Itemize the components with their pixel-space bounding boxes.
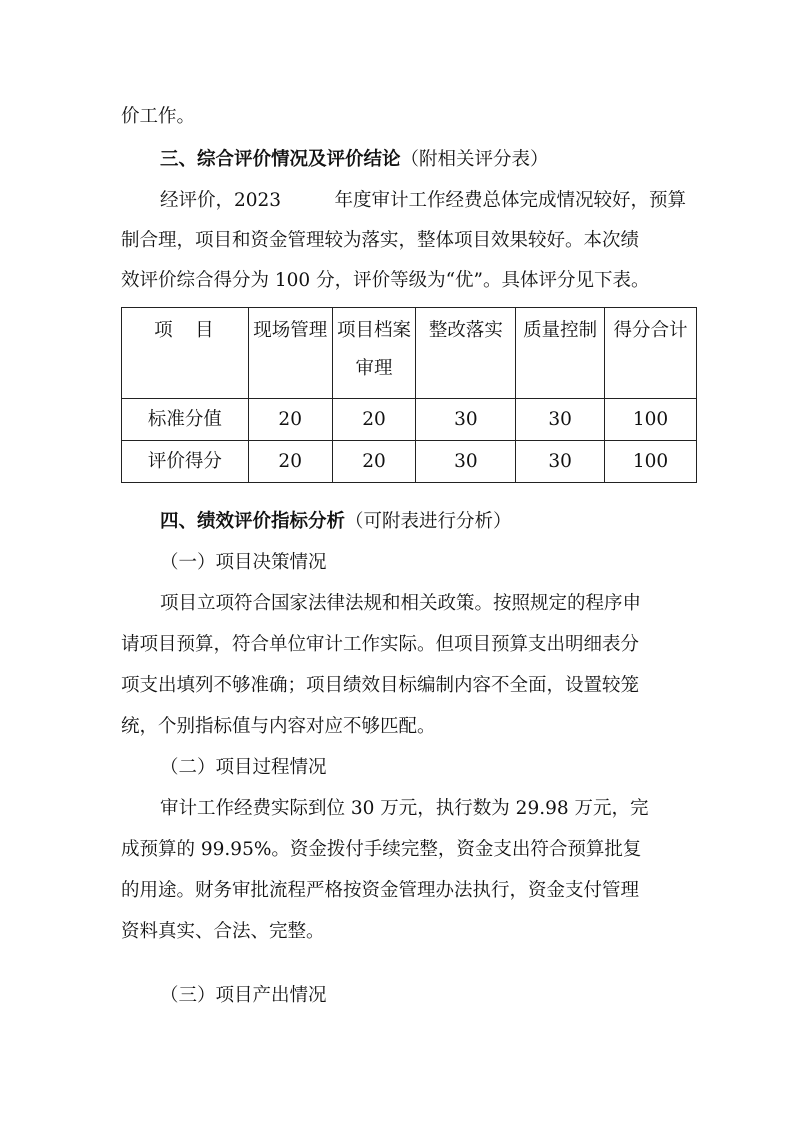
text-line: 价工作。 (121, 106, 196, 127)
table-cell: 20 (332, 399, 416, 441)
text-line: 制合理，项目和资金管理较为落实，整体项目效果较好。本次绩 (121, 230, 640, 251)
table-header-cell: 整改落实 (416, 308, 516, 399)
table-row (122, 441, 697, 483)
table-cell: 20 (248, 399, 332, 441)
text-line (160, 188, 686, 214)
table-header-cell: 项 目 (122, 308, 249, 399)
text-line: 项目立项符合国家法律法规和相关政策。按照规定的程序申 (160, 593, 642, 614)
table-cell: 30 (416, 441, 516, 483)
table-header-cell: 得分合计 (605, 308, 697, 399)
table-cell: 20 (248, 441, 332, 483)
table-header-row (122, 308, 697, 399)
table-cell: 标准分值 (122, 399, 249, 441)
text-segment: 经评价，2023 (160, 190, 282, 211)
text-segment: 年度审计工作经费总体完成情况较好，预算 (334, 190, 686, 211)
section-heading-4 (160, 509, 512, 535)
heading-text: 四、绩效评价指标分析 (160, 511, 346, 532)
table-row (122, 399, 697, 441)
text-line: 成预算的 99.95%。资金拨付手续完整，资金支出符合预算批复 (121, 839, 642, 860)
table-header-cell: 质量控制 (516, 308, 605, 399)
table-cell: 20 (332, 441, 416, 483)
subsection-heading: （一）项目决策情况 (160, 552, 327, 573)
section-heading-3 (160, 147, 549, 173)
text-line: 项支出填列不够准确；项目绩效目标编制内容不全面，设置较笼 (121, 675, 640, 696)
heading-note: （附相关评分表） (400, 149, 549, 170)
heading-text: 三、综合评价情况及评价结论 (160, 149, 401, 170)
table-cell: 评价得分 (122, 441, 249, 483)
table-header-cell: 项目档案审理 (332, 308, 416, 399)
subsection-heading: （三）项目产出情况 (160, 985, 327, 1006)
table-cell: 30 (516, 399, 605, 441)
heading-note: （可附表进行分析） (345, 511, 512, 532)
text-line: 审计工作经费实际到位 30 万元，执行数为 29.98 万元，完 (160, 798, 649, 819)
table-cell: 30 (516, 441, 605, 483)
subsection-heading: （二）项目过程情况 (160, 757, 327, 778)
text-line: 资料真实、合法、完整。 (121, 921, 325, 942)
table-header-cell: 现场管理 (248, 308, 332, 399)
table-cell: 100 (605, 399, 697, 441)
text-line: 的用途。财务审批流程严格按资金管理办法执行，资金支付管理 (121, 880, 640, 901)
text-line: 请项目预算，符合单位审计工作实际。但项目预算支出明细表分 (121, 634, 640, 655)
text-line: 效评价综合得分为 100 分，评价等级为“优”。具体评分见下表。 (121, 270, 650, 291)
table-cell: 100 (605, 441, 697, 483)
table-cell: 30 (416, 399, 516, 441)
score-table (121, 307, 697, 483)
text-line: 统，个别指标值与内容对应不够匹配。 (121, 716, 436, 737)
